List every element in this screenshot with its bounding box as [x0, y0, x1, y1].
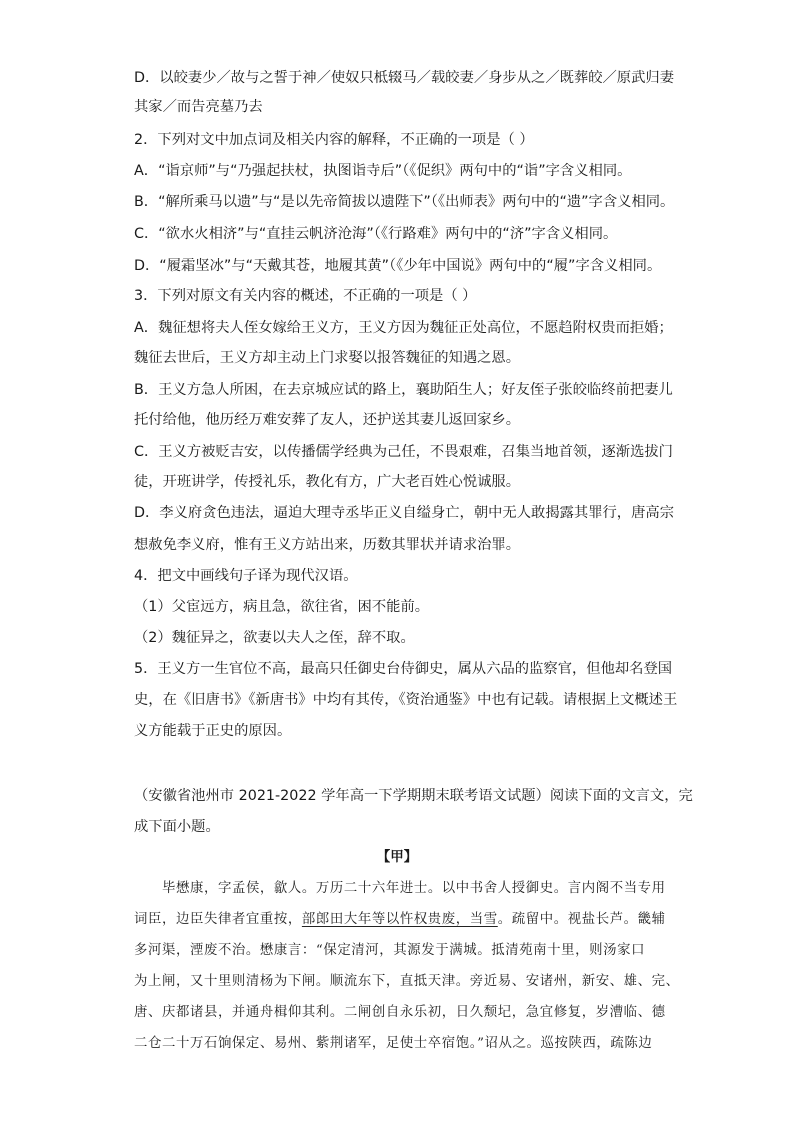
q1-option-d-line1: D．以皎妻少／故与之誓于神／使奴只柢辍马／载皎妻／身步从之／既葬皎／原武归妻 — [134, 70, 674, 86]
passage-line4: 为上闸，又十里则清杨为下闸。顺流东下，直抵天津。旁近易、安诸州，新安、雄、完、 — [134, 974, 680, 989]
q5-line3: 义方能载于正史的原因。 — [134, 723, 292, 739]
q3-option-b-line1: B．王义方急人所困，在去京城应试的路上，襄助陌生人；好友侄子张皎临终前把妻儿 — [134, 382, 673, 398]
source-note-line1: （安徽省池州市 2021-2022 学年高一下学期期末联考语文试题）阅读下面的文言文，完 — [134, 788, 693, 804]
passage-line5: 唐、庆都诸县，并通舟楫仰其利。二闸创自永乐初，日久颓圮，急宜修复，岁漕临、德 — [134, 1005, 666, 1020]
source-note-line2: 成下面小题。 — [134, 819, 220, 835]
q4-sentence-2: （2）魏征异之，欲妻以夫人之侄，辞不取。 — [134, 630, 415, 646]
q3-option-b-line2: 托付给他，他历经万难安葬了友人，还护送其妻儿返回家乡。 — [134, 412, 521, 428]
q2-option-b: B．“解所乘马以遗”与“是以先帝简拔以遗陛下”（《出师表》两句中的“遗”字含义相同。 — [134, 194, 675, 210]
q3-option-a-line1: A．魏征想将夫人侄女嫁给王义方，王义方因为魏征正处高位，不愿趋附权贵而拒婚； — [134, 320, 673, 336]
passage-line2-end: 。疏留中。视盐长芦。畿辅 — [497, 912, 666, 927]
passage-line1: 毕懋康，字孟侯，歙人。万历二十六年进士。以中书舍人授御史。言内阁不当专用 — [162, 881, 666, 896]
q2-option-d: D．“履霜坚冰”与“天戴其苍，地履其黄”（《少年中国说》两句中的“履”字含义相同。 — [134, 258, 662, 274]
q3-option-a-line2: 魏征去世后，王义方却主动上门求娶以报答魏征的知遇之恩。 — [134, 350, 521, 366]
underlined-sentence: 部郎田大年等以忤权贵废，当雪 — [301, 912, 498, 927]
q1-option-d-line2: 其家／而告亮墓乃去 — [134, 99, 263, 115]
q3-option-c-line2: 徒，开班讲学，传授礼乐，教化有方，广大老百姓心悦诚服。 — [134, 474, 521, 490]
passage-heading: 【甲】 — [376, 849, 418, 865]
q5-line1: 5．王义方一生官位不高，最高只任御史台侍御史，属从六品的监察官，但他却名登国 — [134, 661, 673, 677]
q2-stem: 2．下列对文中加点词及相关内容的解释，不正确的一项是（ ） — [134, 132, 534, 148]
q3-option-d-line2: 想赦免李义府，惟有王义方站出来，历数其罪状并请求治罪。 — [134, 537, 521, 553]
q4-stem: 4．把文中画线句子译为现代汉语。 — [134, 568, 358, 584]
passage-line3: 多河渠，湮废不治。懋康言：“保定清河，其源发于满城。抵清苑南十里，则汤家口 — [134, 943, 646, 958]
q3-option-d-line1: D．李义府贪色违法，逼迫大理寺丞毕正义自缢身亡，朝中无人敢揭露其罪行，唐高宗 — [134, 505, 674, 521]
passage-line2 — [134, 910, 666, 930]
q3-option-c-line1: C．王义方被贬吉安，以传播儒学经典为己任，不畏艰难，召集当地首领，逐渐选拔门 — [134, 444, 673, 460]
q4-sentence-1: （1）父宦远方，病且急，欲往省，困不能前。 — [134, 599, 430, 615]
q2-option-c: C．“欲水火相济”与“直挂云帆济沧海”（《行路难》两句中的“济”字含义相同。 — [134, 226, 618, 242]
passage-line2-start: 词臣，边臣失律者宜重按， — [134, 912, 302, 927]
q5-line2: 史，在《旧唐书》《新唐书》中均有其传，《资治通鉴》中也有记载。请根据上文概述王 — [134, 692, 678, 708]
passage-line6: 二仓二十万石饷保定、易州、紫荆诸军，足使士卒宿饱。”诏从之。巡按陕西，疏陈边 — [134, 1036, 653, 1051]
q2-option-a: A．“诣京师”与“乃强起扶杖，执图诣寺后”（《促织》两句中的“诣”字含义相同。 — [134, 163, 632, 179]
q3-stem: 3．下列对原文有关内容的概述，不正确的一项是（ ） — [134, 288, 477, 304]
